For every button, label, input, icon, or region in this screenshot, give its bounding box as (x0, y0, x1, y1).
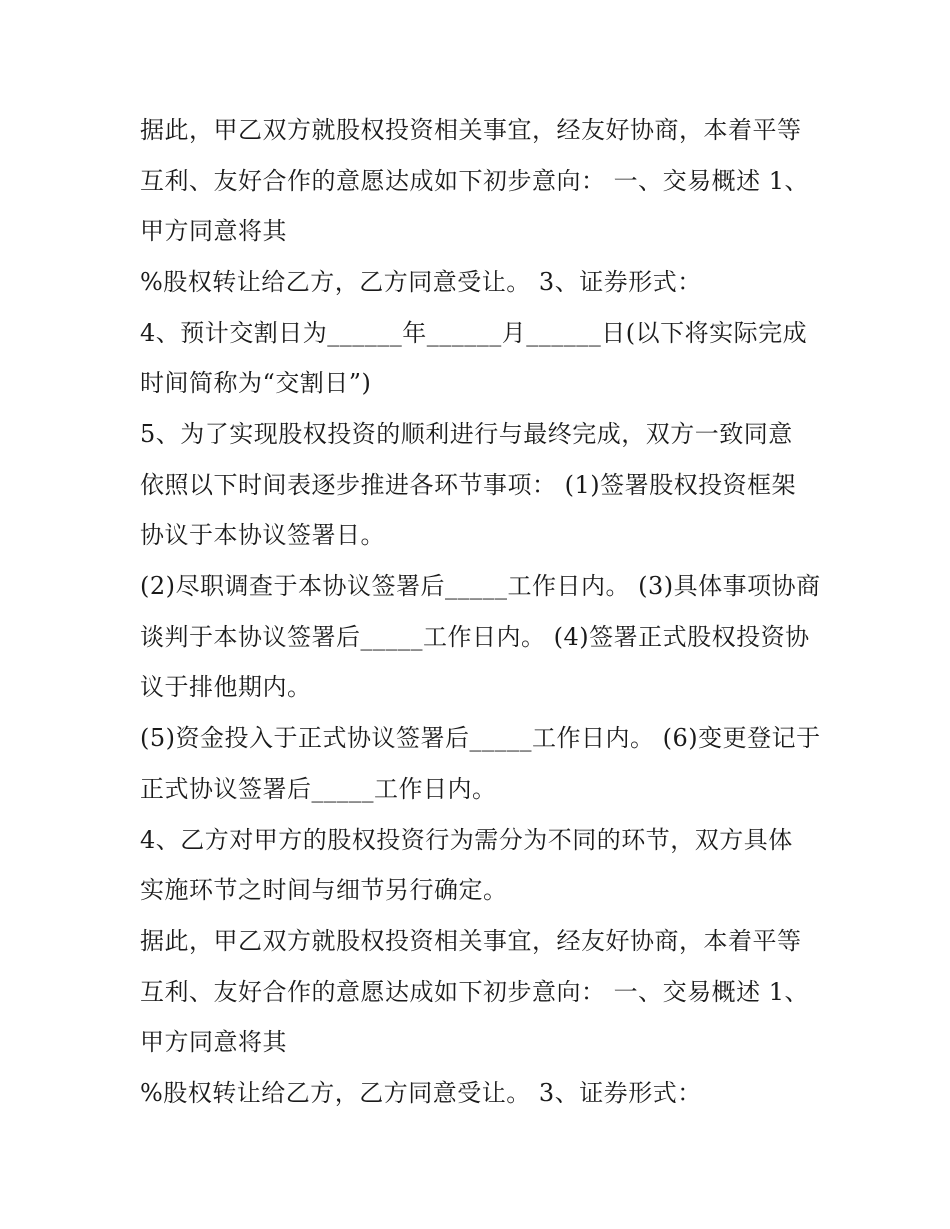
text-line: 互利、友好合作的意愿达成如下初步意向： 一、交易概述 1、 (140, 978, 810, 1006)
text-line: 4、预计交割日为______年______月______日(以下将实际完成 (140, 319, 808, 347)
text-line: 时间简称为“交割日”) (140, 369, 372, 397)
text-line: 据此，甲乙双方就股权投资相关事宜，经友好协商，本着平等 (140, 116, 802, 144)
text-line: 4、乙方对甲方的股权投资行为需分为不同的环节，双方具体 (140, 826, 793, 854)
text-line: (2)尽职调查于本协议签署后_____工作日内。 (3)具体事项协商 (140, 572, 821, 600)
text-line: 互利、友好合作的意愿达成如下初步意向： 一、交易概述 1、 (140, 167, 810, 195)
text-line: 实施环节之时间与细节另行确定。 (140, 876, 508, 904)
text-line: 依照以下时间表逐步推进各环节事项： (1)签署股权投资框架 (140, 471, 797, 499)
text-line: 甲方同意将其 (140, 217, 287, 245)
text-line: 谈判于本协议签署后_____工作日内。 (4)签署正式股权投资协 (140, 623, 810, 651)
text-line: 协议于本协议签署日。 (140, 521, 385, 549)
text-line: 正式协议签署后_____工作日内。 (140, 775, 497, 803)
text-line: 5、为了实现股权投资的顺利进行与最终完成，双方一致同意 (140, 420, 793, 448)
text-line: 甲方同意将其 (140, 1028, 287, 1056)
text-line: 据此，甲乙双方就股权投资相关事宜，经友好协商，本着平等 (140, 927, 802, 955)
text-line: %股权转让给乙方，乙方同意受让。 3、证券形式： (140, 268, 702, 296)
text-line: (5)资金投入于正式协议签署后_____工作日内。 (6)变更登记于 (140, 724, 821, 752)
text-line: %股权转让给乙方，乙方同意受让。 3、证券形式： (140, 1079, 702, 1107)
text-line: 议于排他期内。 (140, 673, 312, 701)
